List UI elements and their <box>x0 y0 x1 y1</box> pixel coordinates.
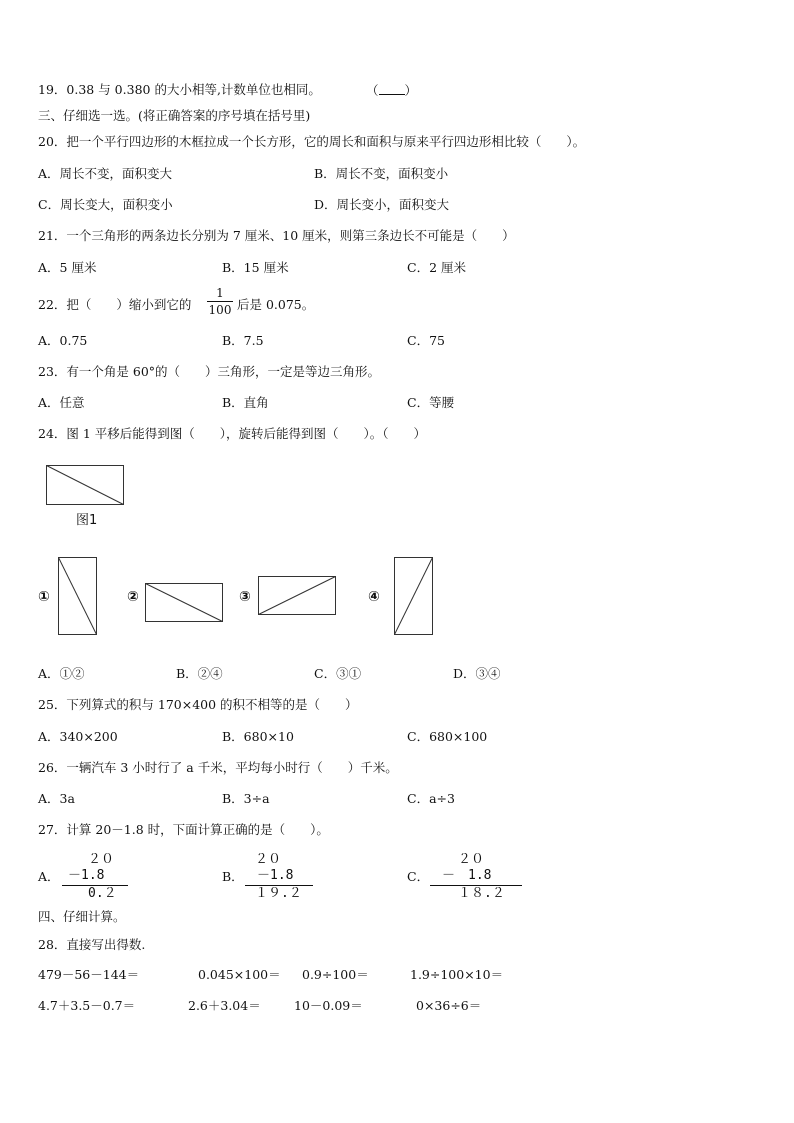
q20-text: 20．把一个平行四边形的木框拉成一个长方形，它的周长和面积与原来平行四边形相比较（ ）。 <box>38 134 586 149</box>
calc-b-result: １９.２ <box>255 886 302 901</box>
q28-row1-item4: 1.9÷100×10＝ <box>410 967 504 982</box>
q21-option-b[interactable]: B．15 厘米 <box>222 260 289 275</box>
q28-row1-item3: 0.9÷100＝ <box>302 967 369 982</box>
q22-fraction-numerator: 1 <box>216 286 224 300</box>
q28-row2-item4: 0×36÷6＝ <box>416 998 482 1013</box>
q20-option-d[interactable]: D．周长变小，面积变大 <box>314 197 450 212</box>
calc-b-top: ２０ <box>255 852 282 867</box>
q22-option-c[interactable]: C．75 <box>407 333 445 348</box>
q20-option-c[interactable]: C．周长变大，面积变小 <box>38 197 173 212</box>
section-3-heading: 三、仔细选一选。(将正确答案的序号填在括号里) <box>38 108 311 123</box>
q23-option-b[interactable]: B．直角 <box>222 395 269 410</box>
q19-text: 19．0.38 与 0.380 的大小相等,计数单位也相同。 <box>38 82 321 97</box>
figure-1-label: 图1 <box>76 513 98 528</box>
q28-row1-item2: 0.045×100＝ <box>198 967 281 982</box>
q24-text: 24．图 1 平移后能得到图（ ），旋转后能得到图（ ）。（ ） <box>38 426 427 441</box>
q22-fraction <box>207 286 233 317</box>
q19-answer-blank[interactable]: （ ） <box>366 83 418 98</box>
q23-text: 23．有一个角是 60°的（ ）三角形，一定是等边三角形。 <box>38 364 381 379</box>
q20-option-a[interactable]: A．周长不变，面积变大 <box>38 166 173 181</box>
q28-row1-item1: 479－56－144＝ <box>38 967 140 982</box>
q25-option-b[interactable]: B．680×10 <box>222 729 294 744</box>
q21-option-c[interactable]: C．2 厘米 <box>407 260 466 275</box>
calc-b-middle: －1.8 <box>257 868 294 883</box>
q26-text: 26．一辆汽车 3 小时行了 a 千米，平均每小时行（ ）千米。 <box>38 760 398 775</box>
q27-option-b-label[interactable]: B． <box>222 869 244 884</box>
q22-suffix: 后是 0.075。 <box>237 297 315 312</box>
calc-c-middle: － 1.8 <box>442 868 492 883</box>
q27-text: 27．计算 20－1.8 时，下面计算正确的是（ ）。 <box>38 822 329 837</box>
q26-option-a[interactable]: A．3a <box>38 791 75 806</box>
figure-label-2: ② <box>127 589 139 605</box>
calc-c-top: ２０ <box>458 852 485 867</box>
q27-option-a-label[interactable]: A． <box>38 869 60 884</box>
q24-option-c[interactable]: C．③① <box>314 666 362 681</box>
q23-option-a[interactable]: A．任意 <box>38 395 85 410</box>
figure-label-4: ④ <box>368 589 380 605</box>
q25-text: 25．下列算式的积与 170×400 的积不相等的是（ ） <box>38 697 358 712</box>
calc-a-middle: －1.8 <box>68 868 105 883</box>
q21-option-a[interactable]: A．5 厘米 <box>38 260 97 275</box>
q28-row2-item2: 2.6＋3.04＝ <box>188 998 261 1013</box>
calc-c-result: １８.２ <box>458 886 505 901</box>
q25-option-a[interactable]: A．340×200 <box>38 729 118 744</box>
calc-a-top: ２０ <box>88 852 115 867</box>
figure-1-rectangle <box>46 465 126 507</box>
figure-label-1: ① <box>38 589 50 605</box>
q24-option-a[interactable]: A．①② <box>38 666 85 681</box>
q26-option-c[interactable]: C．a÷3 <box>407 791 455 806</box>
q26-option-b[interactable]: B．3÷a <box>222 791 270 806</box>
q23-option-c[interactable]: C．等腰 <box>407 395 455 410</box>
q25-option-c[interactable]: C．680×100 <box>407 729 488 744</box>
figure-option-2 <box>145 583 225 623</box>
q22-option-a[interactable]: A．0.75 <box>38 333 88 348</box>
q27-option-c-label[interactable]: C． <box>407 869 430 884</box>
q28-row2-item3: 10－0.09＝ <box>294 998 363 1013</box>
q28-row2-item1: 4.7＋3.5－0.7＝ <box>38 998 136 1013</box>
q22-prefix: 22．把（ ）缩小到它的 <box>38 297 192 312</box>
q28-text: 28．直接写出得数. <box>38 937 146 952</box>
q21-text: 21．一个三角形的两条边长分别为 7 厘米、10 厘米，则第三条边长不可能是（ ） <box>38 228 515 243</box>
figure-label-3: ③ <box>239 589 251 605</box>
q24-option-b[interactable]: B．②④ <box>176 666 223 681</box>
section-4-heading: 四、仔细计算。 <box>38 909 126 924</box>
calc-a-result: 0.２ <box>88 886 117 901</box>
q22-fraction-denominator: 100 <box>208 303 232 317</box>
q24-option-d[interactable]: D．③④ <box>453 666 501 681</box>
figure-option-4 <box>394 557 434 637</box>
q22-option-b[interactable]: B．7.5 <box>222 333 264 348</box>
figure-option-3 <box>258 576 338 616</box>
figure-option-1 <box>58 557 98 637</box>
q20-option-b[interactable]: B．周长不变，面积变小 <box>314 166 449 181</box>
